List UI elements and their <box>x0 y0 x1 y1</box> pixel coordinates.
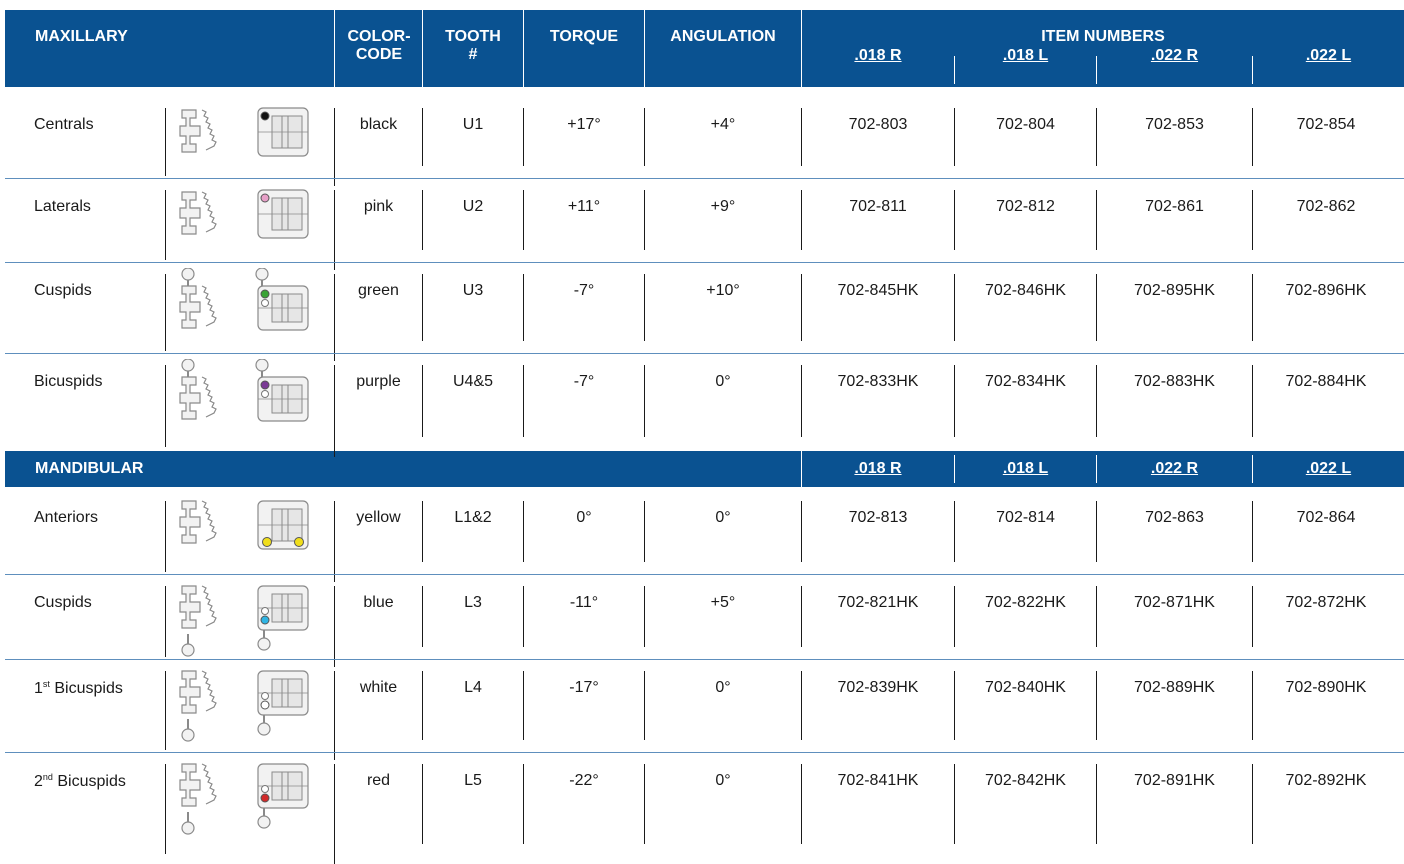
row-divider <box>5 178 1404 179</box>
item-018l-cell: 702-804 <box>996 116 1055 133</box>
maxillary-header-bar <box>5 10 1404 87</box>
item-022l-cell: 702-862 <box>1296 198 1356 215</box>
item-022l-cell: 702-872HK <box>1285 594 1367 611</box>
item-022r-cell: 702-863 <box>1145 509 1204 526</box>
angulation-cell: 0° <box>715 679 731 696</box>
item-022l-cell: 702-890HK <box>1285 679 1367 696</box>
tooth-cell: L5 <box>464 772 482 789</box>
tooth-cell: U1 <box>462 116 484 133</box>
item-022r-cell: 702-853 <box>1145 116 1204 133</box>
item-018l-cell: 702-812 <box>996 198 1055 215</box>
bracket-illustration <box>166 495 334 572</box>
row-divider <box>5 752 1404 753</box>
item-022r-cell: 702-891HK <box>1134 772 1215 789</box>
item-018r-cell: 702-811 <box>849 198 907 215</box>
item-018l-cell: 702-842HK <box>985 772 1066 789</box>
item-018r-cell: 702-839HK <box>837 679 919 696</box>
angulation-cell: 0° <box>715 373 731 390</box>
angulation-cell: 0° <box>715 509 731 526</box>
row-divider <box>5 353 1404 354</box>
color-code-cell: pink <box>363 198 394 215</box>
torque-cell: -11° <box>569 594 599 611</box>
item-018l-cell: 702-822HK <box>985 594 1066 611</box>
row-name: 1st Bicuspids <box>34 679 123 697</box>
bracket-illustration <box>166 758 334 854</box>
row-divider <box>5 659 1404 660</box>
tooth-cell: U2 <box>462 198 484 215</box>
mandibular-title: MANDIBULAR <box>35 460 144 477</box>
item-numbers-header: ITEM NUMBERS <box>1041 28 1165 45</box>
row-name: Bicuspids <box>34 373 103 390</box>
item-018l-cell: 702-814 <box>996 509 1055 526</box>
item-018r-cell: 702-813 <box>848 509 908 526</box>
color-code-cell: white <box>359 679 398 696</box>
item-022r-cell: 702-861 <box>1145 198 1204 215</box>
subcol-022l: .022 L <box>1305 460 1352 477</box>
torque-cell: -22° <box>569 772 599 789</box>
torque-cell: 0° <box>576 509 592 526</box>
tooth-header: TOOTH # <box>445 28 501 63</box>
bracket-illustration <box>166 184 334 260</box>
bracket-illustration <box>166 580 334 657</box>
color-code-cell: purple <box>356 373 401 390</box>
torque-cell: +11° <box>567 198 601 215</box>
torque-cell: +17° <box>567 116 601 133</box>
angulation-cell: +5° <box>710 594 736 611</box>
item-022r-cell: 702-883HK <box>1134 373 1215 390</box>
subcol-022r: .022 R <box>1150 460 1199 477</box>
subcol-022r: .022 R <box>1150 47 1199 64</box>
subcol-018r: .018 R <box>854 47 902 64</box>
angulation-cell: +10° <box>706 282 740 299</box>
item-022l-cell: 702-892HK <box>1285 772 1367 789</box>
torque-cell: -7° <box>573 282 595 299</box>
item-022l-cell: 702-896HK <box>1285 282 1367 299</box>
item-018r-cell: 702-803 <box>848 116 908 133</box>
row-divider <box>5 574 1404 575</box>
tooth-cell: L3 <box>464 594 482 611</box>
tooth-cell: L1&2 <box>454 509 492 526</box>
item-018l-cell: 702-840HK <box>985 679 1066 696</box>
tooth-cell: U3 <box>462 282 484 299</box>
bracket-illustration <box>166 359 334 447</box>
row-name: Laterals <box>34 198 91 215</box>
subcol-018l: .018 L <box>1002 460 1049 477</box>
item-022l-cell: 702-864 <box>1296 509 1356 526</box>
bracket-illustration <box>166 665 334 750</box>
header-separator <box>644 10 645 87</box>
torque-header: TORQUE <box>549 28 619 45</box>
angulation-header: ANGULATION <box>670 28 776 45</box>
bracket-illustration <box>166 268 334 351</box>
row-name: Centrals <box>34 116 94 133</box>
angulation-cell: +4° <box>710 116 736 133</box>
subcol-018l: .018 L <box>1002 47 1049 64</box>
color-code-cell: black <box>359 116 398 133</box>
item-018r-cell: 702-821HK <box>837 594 919 611</box>
header-separator <box>334 10 335 87</box>
header-separator <box>523 10 524 87</box>
tooth-cell: L4 <box>464 679 482 696</box>
item-018r-cell: 702-833HK <box>837 373 919 390</box>
color-code-header: COLOR- CODE <box>347 28 411 63</box>
item-022r-cell: 702-871HK <box>1134 594 1215 611</box>
item-022l-cell: 702-854 <box>1296 116 1356 133</box>
item-018r-cell: 702-845HK <box>837 282 919 299</box>
torque-cell: -17° <box>569 679 599 696</box>
color-code-cell: green <box>358 282 399 299</box>
row-name: 2nd Bicuspids <box>34 772 126 790</box>
row-name: Anteriors <box>34 509 99 526</box>
row-divider <box>5 262 1404 263</box>
row-name: Cuspids <box>34 282 92 299</box>
item-018l-cell: 702-846HK <box>985 282 1066 299</box>
tooth-cell: U4&5 <box>452 373 494 390</box>
item-018l-cell: 702-834HK <box>985 373 1066 390</box>
item-018r-cell: 702-841HK <box>837 772 919 789</box>
mandibular-header-bar <box>5 451 1404 487</box>
color-code-cell: red <box>366 772 391 789</box>
torque-cell: -7° <box>573 373 595 390</box>
angulation-cell: 0° <box>715 772 731 789</box>
subcol-022l: .022 L <box>1305 47 1352 64</box>
angulation-cell: +9° <box>710 198 736 215</box>
item-022l-cell: 702-884HK <box>1285 373 1367 390</box>
color-code-cell: blue <box>363 594 394 611</box>
bracket-illustration <box>166 102 334 176</box>
maxillary-title: MAXILLARY <box>35 28 128 45</box>
subcol-018r: .018 R <box>854 460 902 477</box>
item-022r-cell: 702-889HK <box>1134 679 1215 696</box>
item-022r-cell: 702-895HK <box>1134 282 1215 299</box>
row-name: Cuspids <box>34 594 92 611</box>
color-code-cell: yellow <box>356 509 401 526</box>
